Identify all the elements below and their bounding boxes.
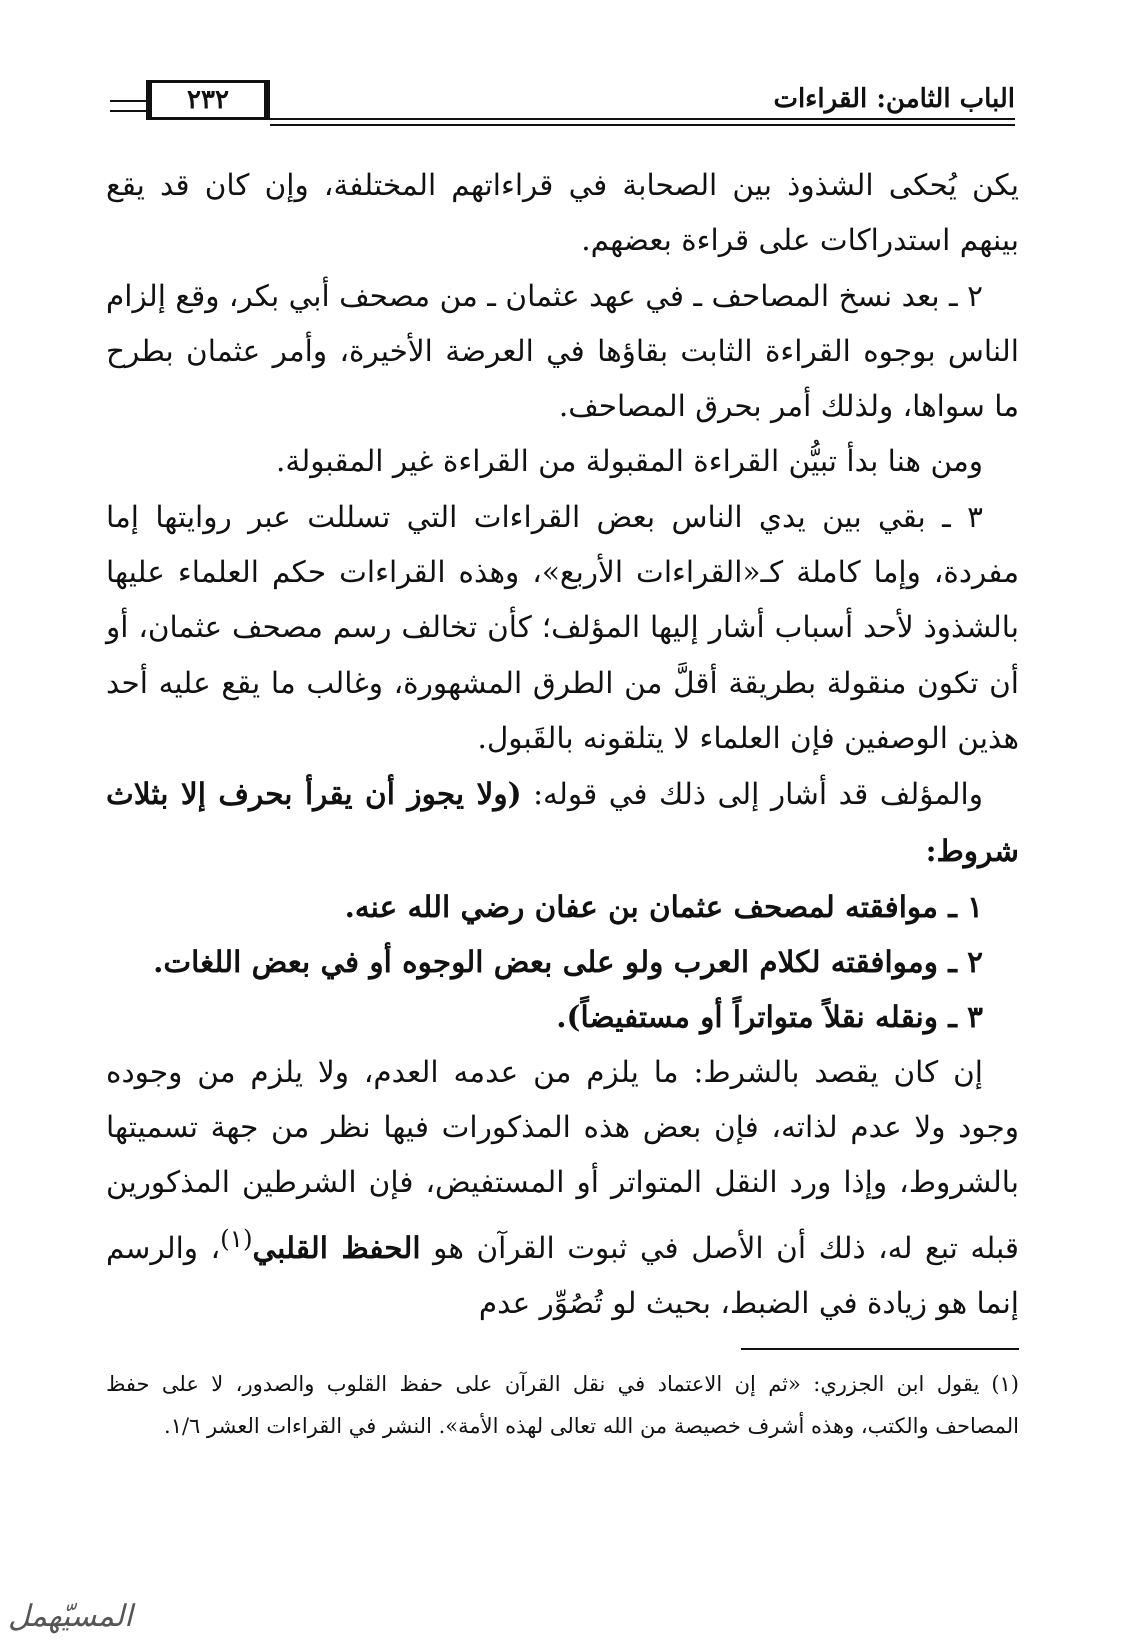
paragraph-3: ومن هنا بدأ تبيُّن القراءة المقبولة من القراءة غير المقبولة. xyxy=(276,444,983,479)
condition-1: ١ ـ موافقته لمصحف عثمان بن عفان رضي الله عنه. xyxy=(344,888,983,924)
author-quote: (ولا يجوز أن يقرأ بحرف إلا بثلاث شروط: xyxy=(106,776,1019,868)
condition-2: ٢ ـ وموافقته لكلام العرب ولو على بعض الوجوه أو في بعض اللغات. xyxy=(153,944,983,980)
paragraph-6-bold: الحفظ القلبي xyxy=(252,1229,421,1265)
footnote-text: يقول ابن الجزري: «ثم إن الاعتماد في نقل القرآن على حفظ القلوب والصدور، لا على حفظ المصاحف والكتب، وهذه أشرف خصيصة من الله تعالى لهذه الأمة». النشر في القراءات العشر ١/٦. xyxy=(106,1372,1019,1438)
header-rule-tail xyxy=(110,100,146,112)
header-rule xyxy=(270,118,1015,126)
body-text xyxy=(106,158,1019,1331)
paragraph-5-lead: والمؤلف قد أشار إلى ذلك في قوله: xyxy=(521,777,983,812)
paragraph-4: ٣ ـ بقي بين يدي الناس بعض القراءات التي تسللت عبر روايتها إما مفردة، وإما كاملة كـ«القراءات الأربع»، وهذه القراءات حكم العلماء عليها بالشذوذ لأحد أسباب أشار إليها المؤلف؛ كأن تخالف رسم مصحف عثمان، أو أن تكون منقولة بطريقة أقلَّ من الطرق المشهورة، وغالب ما يقع عليه أحد هذين الوصفين فإن العلماء لا يتلقونه بالقَبول. xyxy=(106,499,1019,755)
paragraph-5 xyxy=(106,766,1019,879)
page-number: ٢٣٢ xyxy=(146,80,270,120)
footnote-ref: (١) xyxy=(220,1223,253,1253)
page-header xyxy=(110,78,1015,128)
footnote xyxy=(106,1363,1019,1447)
library-stamp: المسيّهمل xyxy=(8,1599,133,1634)
condition-3: ٣ ـ ونقله نقلاً متواتراً أو مستفيضاً). xyxy=(556,999,983,1035)
paragraph-6-a: إن كان يقصد بالشرط: ما يلزم من عدمه العدم، ولا يلزم من وجوده وجود ولا عدم لذاته، فإن بعض هذه المذكورات فيها نظر من جهة تسميتها بالشروط، وإذا ورد النقل المتواتر أو المستفيض، فإن الشرطين المذكورين قبله تبع له، ذلك أن الأصل في ثبوت القرآن هو xyxy=(106,1054,1020,1265)
paragraph-1: يكن يُحكى الشذوذ بين الصحابة في قراءاتهم المختلفة، وإن كان قد يقع بينهم استدراكات على قراءة بعضهم. xyxy=(106,168,1019,258)
footnote-number: (١) xyxy=(991,1372,1019,1396)
paragraph-2: ٢ ـ بعد نسخ المصاحف ـ في عهد عثمان ـ من مصحف أبي بكر، وقع إلزام الناس بوجوه القراءة الثابت بقاؤها في العرضة الأخيرة، وأمر عثمان بطرح ما سواها، ولذلك أمر بحرق المصاحف. xyxy=(106,278,1019,424)
paragraph-6-b: ، والرسم إنما هو زيادة في الضبط، بحيث لو تُصُوِّر عدم xyxy=(106,1230,1019,1320)
running-title: الباب الثامن: القراءات xyxy=(773,84,1015,114)
footnote-separator xyxy=(741,1348,1019,1350)
paragraph-6 xyxy=(106,1045,1019,1331)
